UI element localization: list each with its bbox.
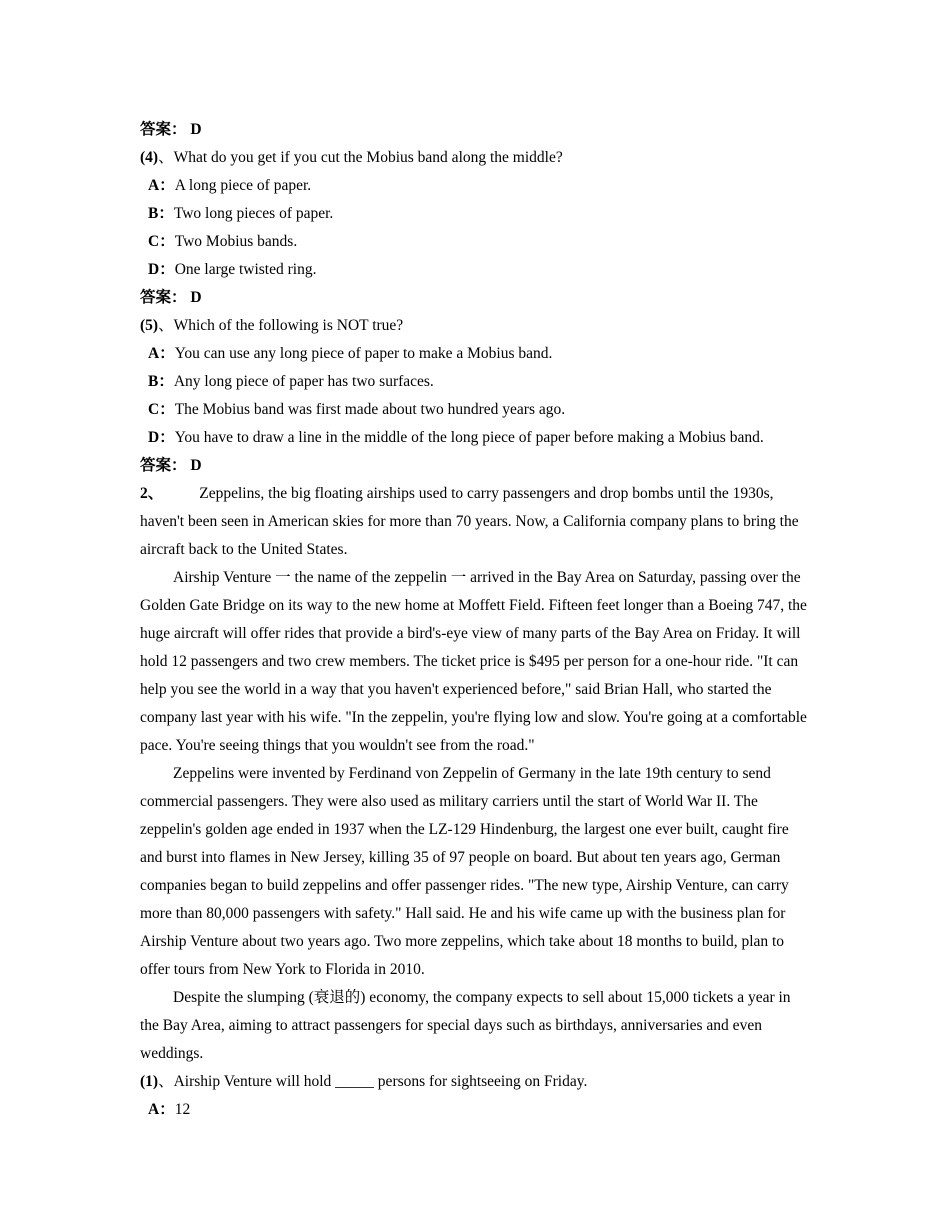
passage-paragraph-3: Zeppelins were invented by Ferdinand von Zeppelin of Germany in the late 19th century to send commercial passengers. They were also used as military carriers until the start of World War II. The zeppelin's golden age ended in 1937 when the LZ-129 Hindenburg, the largest one ever built, caught fire and burst into flames in New Jersey, killing 35 of 97 people on board. But about ten years ago, German companies began to build zeppelins and offer passenger rides. "The new type, Airship Venture, can carry more than 80,000 passengers with safety." Hall said. He and his wife came up with the business plan for Airship Venture about two years ago. Two more zeppelins, which take about 18 months to build, plan to offer tours from New York to Florida in 2010. [140,765,789,978]
option-text: One large twisted ring. [174,261,317,278]
answer-line [140,116,812,144]
option-d [140,424,812,452]
passage-number: 2、 [140,485,164,502]
answer-label: 答案： [140,121,187,138]
paragraph-text: Zeppelins, the big floating airships used to carry passengers and drop bombs until the 1930s, haven't been seen in American skies for more than 70 years. Now, a California company plans to bring the aircraft back to the United States. [140,485,799,558]
answer-line [140,452,812,480]
document-page [140,116,812,1124]
option-letter: A： [148,345,175,362]
answer-value: D [190,121,202,138]
question-text: Which of the following is NOT true? [173,317,404,334]
option-text: The Mobius band was first made about two hundred years ago. [174,401,566,418]
question-separator: 、 [158,1073,174,1090]
option-d [140,256,812,284]
option-text: Two long pieces of paper. [173,205,334,222]
question-number: (4) [140,149,159,166]
option-text: 12 [174,1101,191,1118]
option-text: You can use any long piece of paper to make a Mobius band. [174,345,553,362]
answer-value: D [190,289,202,306]
question-separator: 、 [158,317,174,334]
question-text: Airship Venture will hold _____ persons for sightseeing on Friday. [173,1073,588,1090]
answer-value: D [190,457,202,474]
option-letter: C： [148,233,175,250]
passage-paragraph-1 [140,480,812,564]
option-letter: B： [148,205,174,222]
question-4 [140,144,812,172]
option-letter: C： [148,401,175,418]
option-a [140,1096,812,1124]
question-1 [140,1068,812,1096]
option-c [140,396,812,424]
option-a [140,172,812,200]
option-text: A long piece of paper. [174,177,312,194]
question-number: (5) [140,317,159,334]
option-letter: D： [148,429,175,446]
option-letter: D： [148,261,175,278]
question-separator: 、 [158,149,174,166]
option-letter: A： [148,1101,175,1118]
option-text: You have to draw a line in the middle of the long piece of paper before making a Mobius band. [174,429,764,446]
question-number: (1) [140,1073,159,1090]
question-text: What do you get if you cut the Mobius band along the middle? [173,149,563,166]
question-5 [140,312,812,340]
option-text: Two Mobius bands. [174,233,298,250]
option-a [140,340,812,368]
answer-label: 答案： [140,457,187,474]
passage-paragraph-4: Despite the slumping (衰退的) economy, the company expects to sell about 15,000 tickets a year in the Bay Area, aiming to attract passengers for special days such as birthdays, anniversaries and even weddings. [140,989,791,1062]
passage-paragraph-2: Airship Venture 一 the name of the zeppelin 一 arrived in the Bay Area on Saturday, passing over the Golden Gate Bridge on its way to the new home at Moffett Field. Fifteen feet longer than a Boeing 747, the huge aircraft will offer rides that provide a bird's-eye view of many parts of the Bay Area on Friday. It will hold 12 passengers and two crew members. The ticket price is $495 per person for a one-hour ride. "It can help you see the world in a way that you haven't experienced before," said Brian Hall, who started the company last year with his wife. "In the zeppelin, you're flying low and slow. You're going at a comfortable pace. You're seeing things that you wouldn't see from the road." [140,569,807,754]
option-b [140,200,812,228]
option-b [140,368,812,396]
answer-line [140,284,812,312]
option-letter: B： [148,373,174,390]
option-text: Any long piece of paper has two surfaces. [173,373,434,390]
option-c [140,228,812,256]
answer-label: 答案： [140,289,187,306]
option-letter: A： [148,177,175,194]
